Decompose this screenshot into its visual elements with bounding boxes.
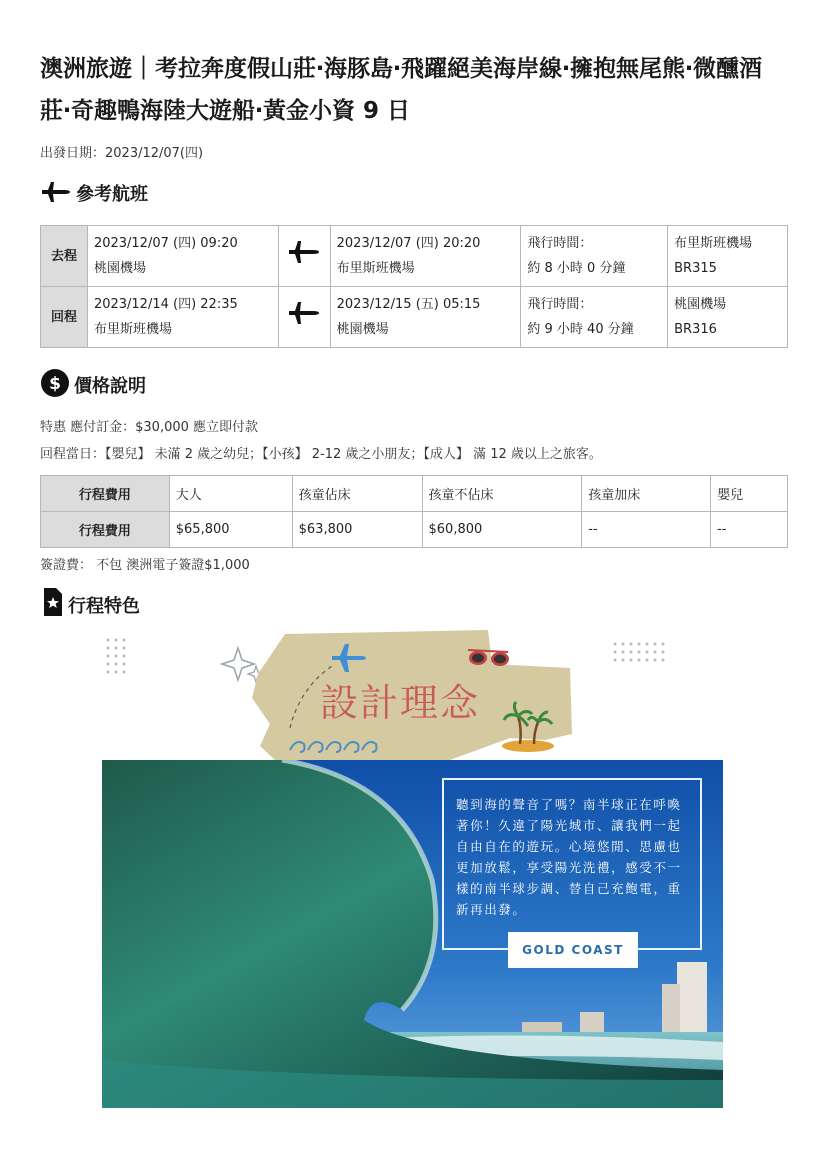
flight-number: BR315 bbox=[674, 261, 717, 276]
airplane-icon bbox=[40, 178, 72, 206]
price-cell: -- bbox=[711, 512, 788, 548]
dollar-icon bbox=[40, 368, 70, 398]
arrival-cell bbox=[330, 287, 521, 348]
pricing-heading: 價格說明 bbox=[74, 376, 146, 397]
arrival-airport: 桃園機場 bbox=[336, 322, 389, 337]
airplane-icon bbox=[287, 299, 321, 327]
flight-number-cell bbox=[668, 287, 788, 348]
table-row bbox=[41, 476, 788, 512]
pricing-section-heading bbox=[40, 368, 146, 398]
price-table bbox=[40, 475, 788, 548]
flight-number: BR316 bbox=[674, 322, 717, 337]
duration-cell bbox=[521, 287, 668, 348]
gold-coast-label: GOLD COAST bbox=[508, 932, 638, 968]
arrival-cell bbox=[330, 226, 521, 287]
table-row bbox=[41, 226, 788, 287]
visa-note: 簽證費： 不包 澳洲電子簽證$1,000 bbox=[40, 558, 250, 573]
price-header: 行程費用 bbox=[41, 476, 170, 512]
flight-airport: 布里斯班機場 bbox=[674, 236, 753, 251]
price-header: 孩童佔床 bbox=[292, 476, 422, 512]
dot-grid-left bbox=[107, 639, 126, 674]
flight-number-cell bbox=[668, 226, 788, 287]
arrival-airport: 布里斯班機場 bbox=[336, 261, 415, 276]
price-cell: -- bbox=[582, 512, 711, 548]
arrival-time: 2023/12/15 (五) 05:15 bbox=[336, 297, 481, 312]
departure-date: 出發日期：2023/12/07(四) bbox=[40, 146, 204, 161]
departure-time: 2023/12/14 (四) 22:35 bbox=[93, 297, 238, 312]
banner-text-box bbox=[442, 778, 702, 950]
arrival-time: 2023/12/07 (四) 20:20 bbox=[336, 236, 481, 251]
departure-cell bbox=[87, 287, 278, 348]
departure-cell bbox=[87, 226, 278, 287]
flight-table bbox=[40, 225, 788, 348]
table-row bbox=[41, 512, 788, 548]
departure-airport: 布里斯班機場 bbox=[93, 322, 172, 337]
price-header: 孩童不佔床 bbox=[422, 476, 582, 512]
flights-section-heading bbox=[40, 178, 148, 206]
plane-cell bbox=[278, 226, 330, 287]
price-header: 大人 bbox=[169, 476, 292, 512]
price-header: 孩童加床 bbox=[582, 476, 711, 512]
price-cell: $63,800 bbox=[292, 512, 422, 548]
banner-text: 聽到海的聲音了嗎？南半球正在呼喚著你！久違了陽光城市、讓我們一起自由自在的遊玩。心境悠閒、思慮也更加放鬆，享受陽光洗禮，感受不一樣的南半球步調、替自己充飽電，重新再出發。 bbox=[456, 797, 682, 917]
flight-label-outbound: 去程 bbox=[41, 226, 88, 287]
departure-airport: 桃園機場 bbox=[93, 261, 146, 276]
duration-value: 約 9 小時 40 分鐘 bbox=[527, 322, 634, 337]
features-section-heading bbox=[40, 586, 140, 618]
price-cell: $60,800 bbox=[422, 512, 582, 548]
dot-grid-right bbox=[614, 643, 665, 662]
svg-text:$: $ bbox=[49, 374, 61, 394]
price-cell: 行程費用 bbox=[41, 512, 170, 548]
gold-coast-banner bbox=[102, 760, 723, 1108]
departure-time: 2023/12/07 (四) 09:20 bbox=[93, 236, 238, 251]
flight-airport: 桃園機場 bbox=[674, 297, 727, 312]
design-concept-title: 設計理念 bbox=[320, 681, 481, 725]
plane-cell bbox=[278, 287, 330, 348]
price-cell: $65,800 bbox=[169, 512, 292, 548]
age-note: 回程當日：【嬰兒】 未滿 2 歲之幼兒；【小孩】 2-12 歲之小朋友；【成人】 滿 12 歲以上之旅客。 bbox=[40, 447, 602, 462]
price-header: 嬰兒 bbox=[711, 476, 788, 512]
airplane-icon bbox=[287, 238, 321, 266]
sparkle-icon bbox=[222, 648, 254, 680]
page-title: 澳洲旅遊｜考拉奔度假山莊‧海豚島‧飛躍絕美海岸線‧擁抱無尾熊‧微醺酒莊‧奇趣鴨海陸大遊船‧黃金小資 9 日 bbox=[40, 56, 763, 124]
deposit-note: 特惠 應付訂金：$30,000 應立即付款 bbox=[40, 420, 259, 435]
duration-label: 飛行時間： bbox=[527, 236, 593, 251]
features-heading: 行程特色 bbox=[68, 596, 140, 617]
star-document-icon bbox=[40, 586, 64, 618]
table-row bbox=[41, 287, 788, 348]
duration-value: 約 8 小時 0 分鐘 bbox=[527, 261, 626, 276]
duration-cell bbox=[521, 226, 668, 287]
flights-heading: 參考航班 bbox=[76, 184, 148, 205]
duration-label: 飛行時間： bbox=[527, 297, 593, 312]
flight-label-return: 回程 bbox=[41, 287, 88, 348]
